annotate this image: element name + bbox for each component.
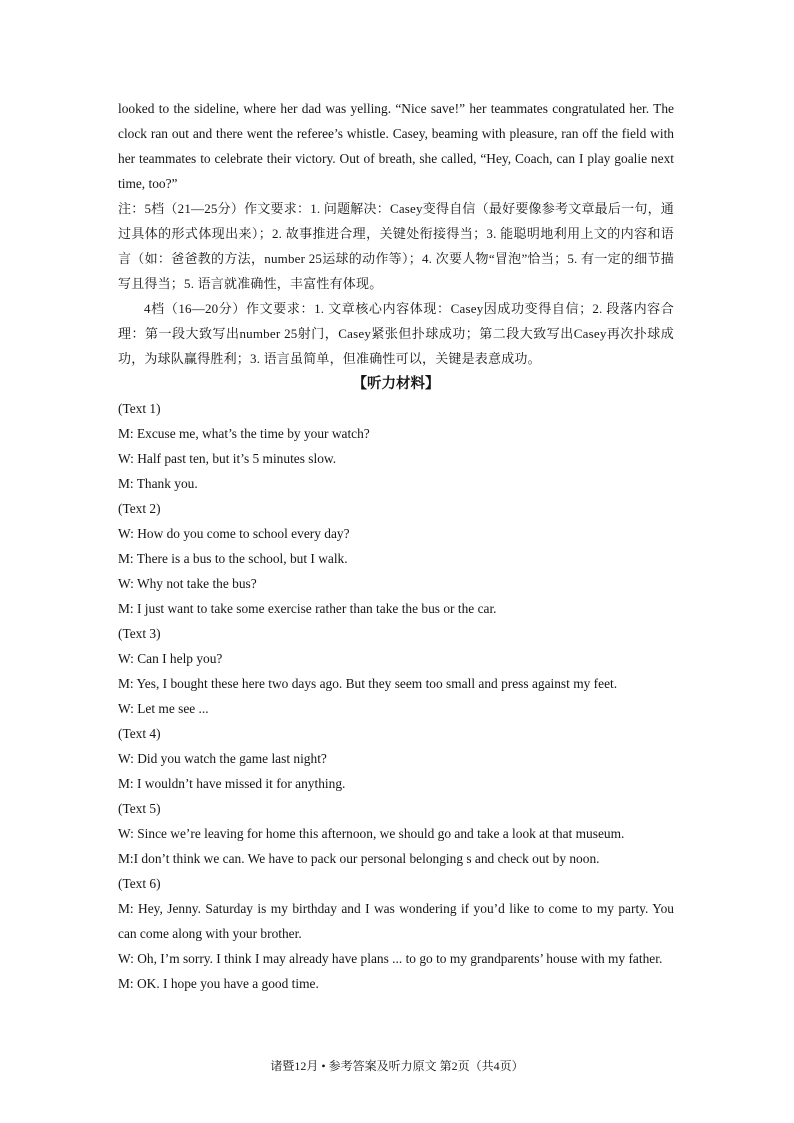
dialogue-line: W: Did you watch the game last night? bbox=[118, 751, 327, 766]
dialogue-line: W: Half past ten, but it’s 5 minutes slow. bbox=[118, 451, 337, 466]
text-label: (Text 3) bbox=[118, 626, 161, 641]
dialogue-line: W: Can I help you? bbox=[118, 651, 223, 666]
story-paragraph: looked to the sideline, where her dad was yelling. “Nice save!” her teammates congratulated her. The clock ran out and there went the referee’s whistle. Casey, beaming with pleasure, ran off the field with her teammates to celebrate their victory. Out of breath, she called, “Hey, Coach, can I play goalie next time, too?” bbox=[118, 101, 674, 191]
dialogue-line: M: I wouldn’t have missed it for anything. bbox=[118, 776, 346, 791]
dialogue-line: W: How do you come to school every day? bbox=[118, 526, 350, 541]
page-footer: 诸暨12月 • 参考答案及听力原文 第2页（共4页） bbox=[270, 1059, 524, 1073]
text-label: (Text 5) bbox=[118, 801, 161, 816]
dialogue-line: W: Oh, I’m sorry. I think I may already have plans ... to go to my grandparents’ house with my father. bbox=[118, 951, 663, 966]
scoring-note-level5: 注：5档（21—25分）作文要求：1. 问题解决：Casey变得自信（最好要像参考文章最后一句，通过具体的形式体现出来）；2. 故事推进合理，关键处衔接得当；3. 能聪明地利用上文的内容和语言（如：爸爸教的方法，number 25运球的动作等）；4. 次要人物“冒泡”恰当；5. 有一定的细节描写且得当；5. 语言就准确性，丰富性有体现。 bbox=[118, 201, 674, 291]
dialogue-line: M: There is a bus to the school, but I walk. bbox=[118, 551, 348, 566]
dialogue-line: M: Excuse me, what’s the time by your watch? bbox=[118, 426, 370, 441]
text-label: (Text 2) bbox=[118, 501, 161, 516]
dialogue-line: M: Thank you. bbox=[118, 476, 198, 491]
dialogue-line: M: OK. I hope you have a good time. bbox=[118, 976, 319, 991]
text-label: (Text 4) bbox=[118, 726, 161, 741]
dialogue-line: W: Let me see ... bbox=[118, 701, 209, 716]
listening-heading: 【听力材料】 bbox=[352, 376, 440, 392]
listening-transcript bbox=[118, 396, 674, 896]
dialogue-line: W: Why not take the bus? bbox=[118, 576, 257, 591]
scoring-note-level4: 4档（16—20分）作文要求：1. 文章核心内容体现：Casey因成功变得自信；2. 段落内容合理：第一段大致写出number 25射门，Casey紧张但扑球成功；第二段大致写出Casey再次扑球成功，为球队赢得胜利；3. 语言虽简单，但准确性可以，关键是表意成功。 bbox=[118, 301, 674, 366]
dialogue-line: M: I just want to take some exercise rather than take the bus or the car. bbox=[118, 601, 497, 616]
text-label: (Text 1) bbox=[118, 401, 161, 416]
dialogue-line: M:I don’t think we can. We have to pack our personal belonging s and check out by noon. bbox=[118, 851, 600, 866]
text-label: (Text 6) bbox=[118, 876, 161, 891]
dialogue-line: M: Yes, I bought these here two days ago. But they seem too small and press against my feet. bbox=[118, 676, 618, 691]
page-content bbox=[118, 96, 674, 996]
dialogue-line: W: Since we’re leaving for home this afternoon, we should go and take a look at that museum. bbox=[118, 826, 625, 841]
dialogue-line: M: Hey, Jenny. Saturday is my birthday and I was wondering if you’d like to come to my party. You can come along with your brother. bbox=[118, 901, 674, 941]
